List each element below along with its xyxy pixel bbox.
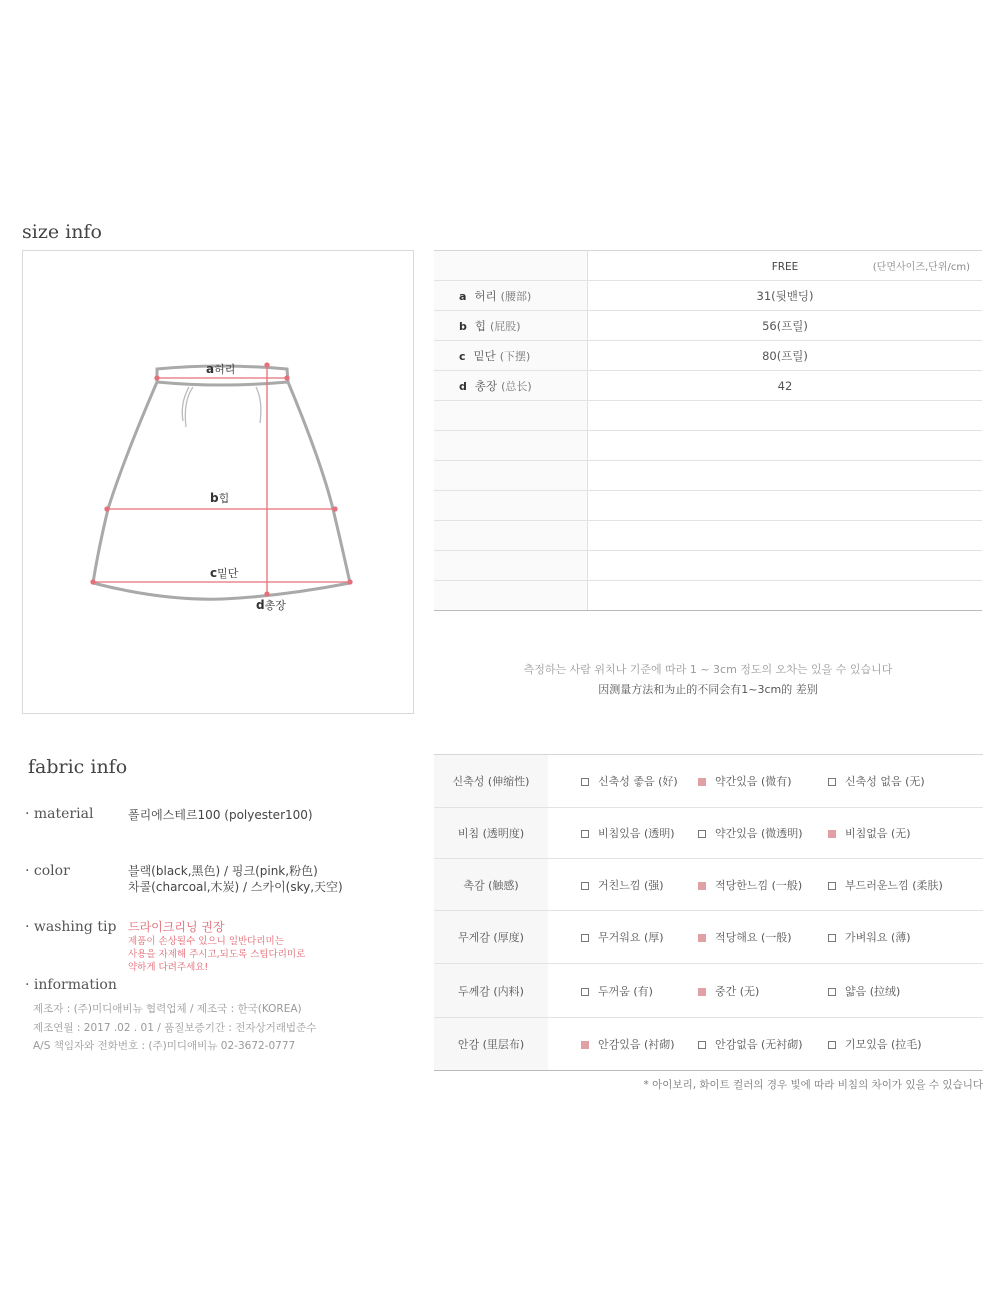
washing-label: · washing tip	[25, 919, 117, 935]
skirt-diagram	[22, 250, 414, 714]
fabric-option	[828, 825, 958, 841]
info-line-3: A/S 책임자와 전화번호 : (주)미디애비뉴 02-3672-0777	[33, 1040, 296, 1052]
fabric-option-text: 부드러운느낌 (柔肤)	[845, 878, 943, 892]
fabric-option	[581, 825, 698, 841]
material-label: · material	[25, 806, 94, 822]
size-table-header	[434, 251, 982, 281]
fabric-option-text: 무거워요 (厚)	[598, 931, 664, 944]
fabric-row-label: 비침 (透明度)	[434, 808, 548, 859]
row-name: 힙	[474, 318, 486, 333]
unchecked-box-icon	[581, 882, 589, 890]
unchecked-box-icon	[581, 988, 589, 996]
fabric-table	[434, 754, 983, 1071]
checked-box-icon	[698, 988, 706, 996]
fabric-option	[581, 1036, 698, 1052]
unchecked-box-icon	[581, 830, 589, 838]
fabric-option	[828, 929, 958, 945]
information-label: · information	[25, 977, 117, 993]
fabric-row-label: 안감 (里层布)	[434, 1018, 548, 1071]
row-value: 31(뒷밴딩)	[588, 281, 983, 311]
empty-row	[434, 461, 982, 491]
fabric-option	[698, 825, 828, 841]
washing-main: 드라이크리닝 권장	[128, 920, 225, 934]
size-info-title: size info	[22, 221, 102, 243]
info-line-2: 제조연월 : 2017 .02 . 01 / 품질보증기간 : 전자상거래법준수	[33, 1022, 317, 1034]
fabric-option	[698, 983, 828, 999]
washing-value	[128, 919, 305, 974]
fabric-option-text: 약간있음 (微有)	[715, 775, 792, 788]
table-row	[434, 911, 983, 964]
fabric-option	[828, 773, 958, 789]
row-letter: c	[459, 349, 466, 363]
fabric-option-text: 비침없음 (无)	[845, 827, 911, 840]
row-value: 80(프릴)	[588, 341, 983, 371]
empty-row	[434, 491, 982, 521]
washing-sub	[128, 935, 305, 974]
row-letter: b	[459, 319, 467, 333]
fabric-option-text: 얇음 (拉绒)	[845, 984, 901, 998]
checked-box-icon	[698, 934, 706, 942]
table-row	[434, 1018, 983, 1071]
fabric-option	[698, 877, 828, 893]
checked-box-icon	[698, 882, 706, 890]
unchecked-box-icon	[828, 778, 836, 786]
fabric-note: * 아이보리, 화이트 컬러의 경우 빛에 따라 비침의 차이가 있을 수 있습니다	[643, 1079, 983, 1091]
fabric-option	[581, 929, 698, 945]
fabric-option-text: 안감있음 (衬砌)	[598, 1038, 675, 1051]
measurement-note-cn: 因测量方法和为止的不同会有1~3cm的 差别	[598, 683, 818, 696]
fabric-option-text: 신축성 좋음 (好)	[598, 775, 678, 788]
row-name: 밑단	[473, 348, 496, 363]
fabric-option	[698, 929, 828, 945]
fabric-option-text: 약간있음 (微透明)	[715, 827, 803, 840]
fabric-option-text: 가벼워요 (薄)	[845, 931, 911, 944]
fabric-option	[581, 877, 698, 893]
row-name-cn: (总长)	[501, 379, 532, 393]
row-letter: d	[459, 379, 467, 393]
fabric-option-text: 중간 (无)	[715, 984, 760, 998]
unchecked-box-icon	[698, 1041, 706, 1049]
measurement-note-ko: 측정하는 사람 위치나 기준에 따라 1 ~ 3cm 정도의 오차는 있을 수 있습니다	[523, 663, 893, 676]
color-label: · color	[25, 863, 70, 879]
unchecked-box-icon	[581, 778, 589, 786]
washing-sub-line: 제품이 손상될수 있으니 일반다리미는	[128, 936, 284, 947]
washing-sub-line: 약하게 다려주세요!	[128, 962, 209, 973]
fabric-option	[581, 983, 698, 999]
empty-row	[434, 581, 982, 611]
empty-row	[434, 401, 982, 431]
checked-box-icon	[581, 1041, 589, 1049]
unchecked-box-icon	[828, 988, 836, 996]
table-row	[434, 808, 983, 859]
label-d-length: d총장	[256, 598, 286, 612]
fabric-option	[581, 773, 698, 789]
table-row	[434, 859, 983, 911]
row-value: 56(프릴)	[588, 311, 983, 341]
row-name: 허리	[474, 288, 497, 303]
unchecked-box-icon	[828, 1041, 836, 1049]
fabric-option	[828, 1036, 958, 1052]
fabric-row-label: 두께감 (内料)	[434, 964, 548, 1018]
fabric-option-text: 거친느낌 (强)	[598, 878, 664, 892]
table-row	[434, 311, 982, 341]
row-name-cn: (下摆)	[499, 349, 531, 363]
fabric-info-title: fabric info	[28, 756, 128, 778]
table-row	[434, 281, 982, 311]
table-row	[434, 371, 982, 401]
material-value: 폴리에스테르100 (polyester100)	[128, 808, 313, 822]
fabric-option-text: 두꺼움 (有)	[598, 984, 653, 998]
fabric-option-text: 신축성 없음 (无)	[845, 775, 925, 788]
fabric-option	[698, 773, 828, 789]
row-value: 42	[588, 371, 983, 401]
unchecked-box-icon	[828, 882, 836, 890]
empty-row	[434, 521, 982, 551]
unchecked-box-icon	[828, 934, 836, 942]
fabric-row-label: 촉감 (触感)	[434, 859, 548, 911]
empty-row	[434, 551, 982, 581]
color-value	[128, 863, 343, 895]
size-table	[434, 250, 982, 611]
fabric-row-label: 신축성 (伸缩性)	[434, 755, 548, 808]
color-line-1: 블랙(black,黑色) / 핑크(pink,粉色)	[128, 864, 318, 878]
empty-row	[434, 431, 982, 461]
label-c-hem: c밑단	[210, 566, 239, 580]
fabric-option-text: 안감없음 (无衬砌)	[715, 1038, 803, 1051]
row-name-cn: (腰部)	[500, 289, 532, 303]
fabric-option-text: 적당한느낌 (一般)	[715, 878, 803, 892]
fabric-option	[828, 877, 958, 893]
row-name-cn: (屁股)	[489, 319, 521, 333]
row-letter: a	[459, 289, 467, 303]
info-line-1: 제조자 : (주)미디애비뉴 협력업체 / 제조국 : 한국(KOREA)	[33, 1003, 302, 1015]
size-free-header: FREE	[771, 260, 799, 273]
size-unit-note: (단면사이즈,단위/cm)	[872, 262, 970, 273]
checked-box-icon	[828, 830, 836, 838]
unchecked-box-icon	[581, 934, 589, 942]
fabric-option-text: 적당해요 (一般)	[715, 931, 792, 944]
label-a-waist: a허리	[206, 362, 236, 376]
row-name: 총장	[474, 378, 498, 393]
fabric-option	[698, 1036, 828, 1052]
checked-box-icon	[698, 778, 706, 786]
skirt-illustration	[23, 251, 415, 715]
fabric-row-label: 무게감 (厚度)	[434, 911, 548, 964]
fabric-option	[828, 983, 958, 999]
fabric-option-text: 기모있음 (拉毛)	[845, 1038, 922, 1051]
table-row	[434, 755, 983, 808]
table-row	[434, 341, 982, 371]
unchecked-box-icon	[698, 830, 706, 838]
washing-sub-line: 사용을 자제해 주시고,되도록 스팀다리미로	[128, 949, 306, 960]
table-row	[434, 964, 983, 1018]
label-b-hip: b힙	[210, 491, 230, 505]
fabric-option-text: 비침있음 (透明)	[598, 827, 675, 840]
color-line-2: 차콜(charcoal,木炭) / 스카이(sky,天空)	[128, 880, 343, 894]
